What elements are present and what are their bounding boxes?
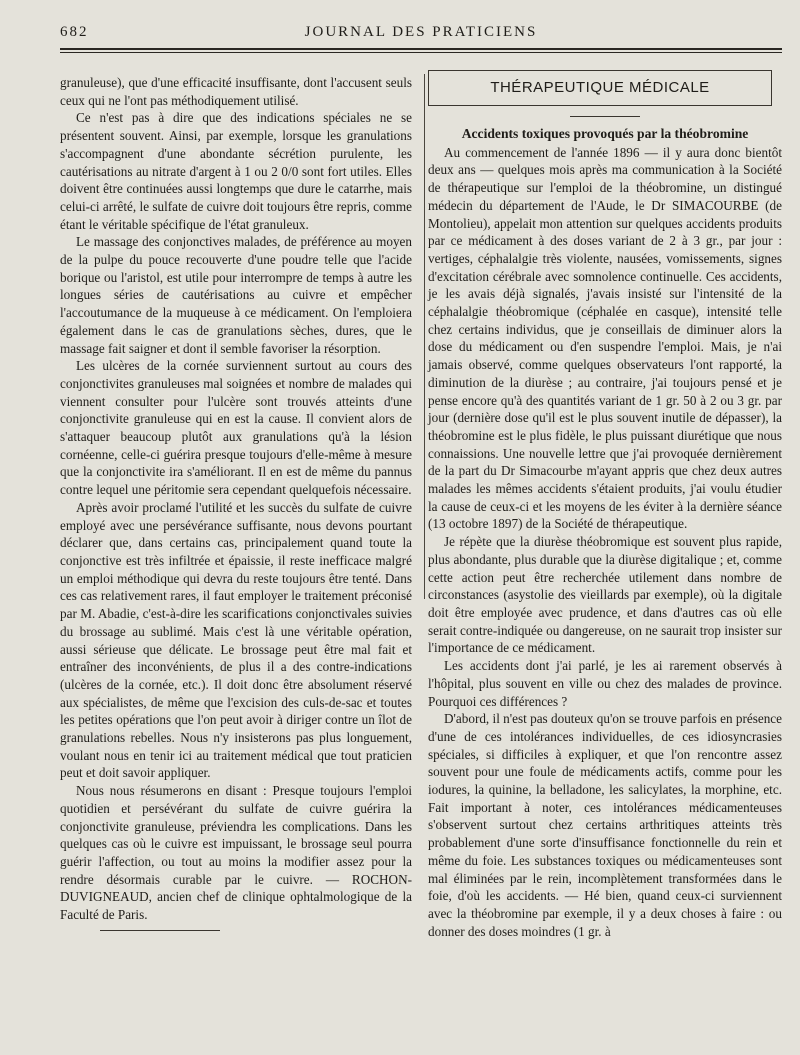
paragraph: Je répète que la diurèse théobromique est souvent plus rapide, plus abondante, plus durable que la diurèse digitalique ; et, comme cette action peut être recherchée utilement dans nombre de circonstances (asystolie des vieillards par exemple), où la digitale doit être employée avec prudence, et dans d'autres cas où elle serait contre-indiquée ou dangereuse, on ne saurait trop insister sur l'importance de ce médicament.	[428, 534, 782, 656]
header-rule-thick	[60, 48, 782, 50]
page-header	[60, 24, 782, 48]
paragraph: Après avoir proclamé l'utilité et les succès du sulfate de cuivre employé avec une persévérance suffisante, nous devons pourtant déclarer que, dans certains cas, principalement quand toute la conjonctive est très infiltrée et épaissie, il reste inefficace malgré un emploi méthodique qui devra du reste toujours être tenté. Dans ces cas relativement rares, il faut employer le traitement préconisé par M. Abadie, c'est-à-dire les scarifications conjonctivales suivies du brossage au sublimé. Mais c'est là une véritable opération, aussi sérieuse que délicate. Le brossage peut être mal fait et entraîner des inconvénients, de plus il a des contre-indications (ulcères de la cornée, etc.). Il doit donc être absolument réservé aux spécialistes, de même que l'excision des culs-de-sac et toutes les petites opérations que l'on peut avoir à diriger contre un îlot de granulations rebelles. Nous n'y insisterons pas plus longuement, voulant nous en tenir ici au traitement médical que tout praticien peut et doit savoir appliquer.	[60, 499, 412, 781]
paragraph: Le massage des conjonctives malades, de préférence au moyen de la pulpe du pouce recouverte d'une poudre telle que l'acide borique ou l'aristol, est utile pour interrompre de temps à autre les longues séries de cautérisations au cuivre et empêcher l'accoutumance de la muqueuse à ce médicament. On l'emploiera également dans le cas de granulations sèches, dures, que le massage fait saigner et dont il semble favoriser la résorption.	[60, 234, 412, 356]
journal-title: JOURNAL DES PRATICIENS	[304, 24, 538, 40]
paragraph: Les ulcères de la cornée surviennent surtout au cours des conjonctivites granuleuses mal soignées et nombre de malades qui viennent consulter pour l'ulcère sont trouvés atteints d'une conjonctivite granuleuse qui en est la cause. Il convient alors de s'attaquer beaucoup plutôt aux granulations qu'à la lésion cornéenne, celle-ci guérira presque toujours d'elle-même à mesure que la conjonctivite ira s'améliorant. Il en est de même du pannus contre lequel une péritomie sera cependant quelquefois nécessaire.	[60, 358, 412, 498]
column-divider	[424, 74, 425, 599]
right-column	[428, 70, 782, 940]
section-heading: THÉRAPEUTIQUE MÉDICALE	[428, 70, 772, 106]
article-title: Accidents toxiques provoqués par la théobromine	[461, 126, 749, 141]
paragraph: Ce n'est pas à dire que des indications spéciales ne se présentent souvent. Ainsi, par exemple, lorsque les granulations s'accompagnent d'une abondante sécrétion purulente, les cautérisations au nitrate d'argent à 1 ou 2 0/0 sont fort utiles. Elles doivent être continuées aussi longtemps que dure le catarrhe, mais celui-ci arrêté, le sulfate de cuivre doit toujours être repris, comme étant le véritable spécifique de l'état granuleux.	[60, 110, 412, 232]
paragraph: Nous nous résumerons en disant : Presque toujours l'emploi quotidien et persévérant du sulfate de cuivre guérira la conjonctivite granuleuse, préviendra les complications. Dans les quelques cas où le cuivre est impuissant, le brossage seul pourra guérir l'affection, ou tout au moins la modifier assez pour la rendre désormais curable par le cuivre. — ROCHON-DUVIGNEAUD, ancien chef de clinique ophtalmologique de la Faculté de Paris.	[60, 783, 412, 923]
left-column	[60, 74, 412, 931]
end-rule	[100, 930, 220, 931]
paragraph: granuleuse), que d'une efficacité insuffisante, dont l'accusent seuls ceux qui ne l'ont pas méthodiquement utilisé.	[60, 75, 412, 108]
paragraph: Les accidents dont j'ai parlé, je les ai rarement observés à l'hôpital, plus souvent en ville ou chez des malades de province. Pourquoi ces différences ?	[428, 658, 782, 709]
paragraph: Au commencement de l'année 1896 — il y aura donc bientôt deux ans — quelques mois après ma communication à la Société de thérapeutique sur l'emploi de la théobromine, un distingué médecin du département de l'Aude, le Dr SIMACOURBE (de Montolieu), appelait mon attention sur quelques accidents produits par ce médicament à des doses variant de 2 à 3 gr., par jour : vertiges, céphalalgie très violente, nausées, vomissements, signes d'excitation cérébrale avec somnolence continuelle. Ces accidents, je les avais déjà signalés, j'avais insisté sur l'intensité de la céphalalgie théobromique (céphalée en casque), intensité telle chez certains individus, que je conseillais de diminuer alors la dose du médicament ou d'en suspendre l'emploi. Mais, je n'ai jamais observé, comme quelques observateurs l'ont rapporté, la diminution de la diurèse ; au contraire, j'ai toujours pensé et je pense encore qu'à des quantités variant de 1 gr. 50 à 2 ou 3 gr. par jour (dernière dose qu'il est le plus souvent inutile de dépasser), la théobromine est le plus fidèle, le plus puissant diurétique que nous connaissions. Une nouvelle lettre que j'ai provoquée dernièrement de la part du Dr Simacourbe m'ayant appris que chez deux autres malades les mêmes accidents s'étaient produits, j'ai voulu étudier la cause de ceux-ci et les moyens de les éviter à la dernière séance (13 octobre 1897) de la Société de thérapeutique.	[428, 144, 782, 532]
header-rule-thin	[60, 52, 782, 53]
section-rule	[570, 116, 640, 117]
paragraph: D'abord, il n'est pas douteux qu'on se trouve parfois en présence d'une de ces intolérances individuelles, de ces idiosyncrasies spéciales, si difficiles à expliquer, et que l'on rencontre assez souvent pour une foule de médicaments actifs, comme pour les iodures, la quinine, la belladone, les salicylates, la morphine, etc. Fait important à noter, ces intolérances médicamenteuses s'observent surtout chez certains arthritiques atteints très probablement d'une sorte d'insuffisance fonctionnelle du rein et même du foie. Les substances toxiques ou médicamenteuses sont mal éliminées par le rein, incomplètement transformées dans le foie, d'où les accidents. — Hé bien, quand ceux-ci surviennent avec la théobromine par exemple, il y a deux choses à faire : ou donner des doses moindres (1 gr. à	[428, 711, 782, 939]
page-number: 682	[60, 24, 89, 40]
